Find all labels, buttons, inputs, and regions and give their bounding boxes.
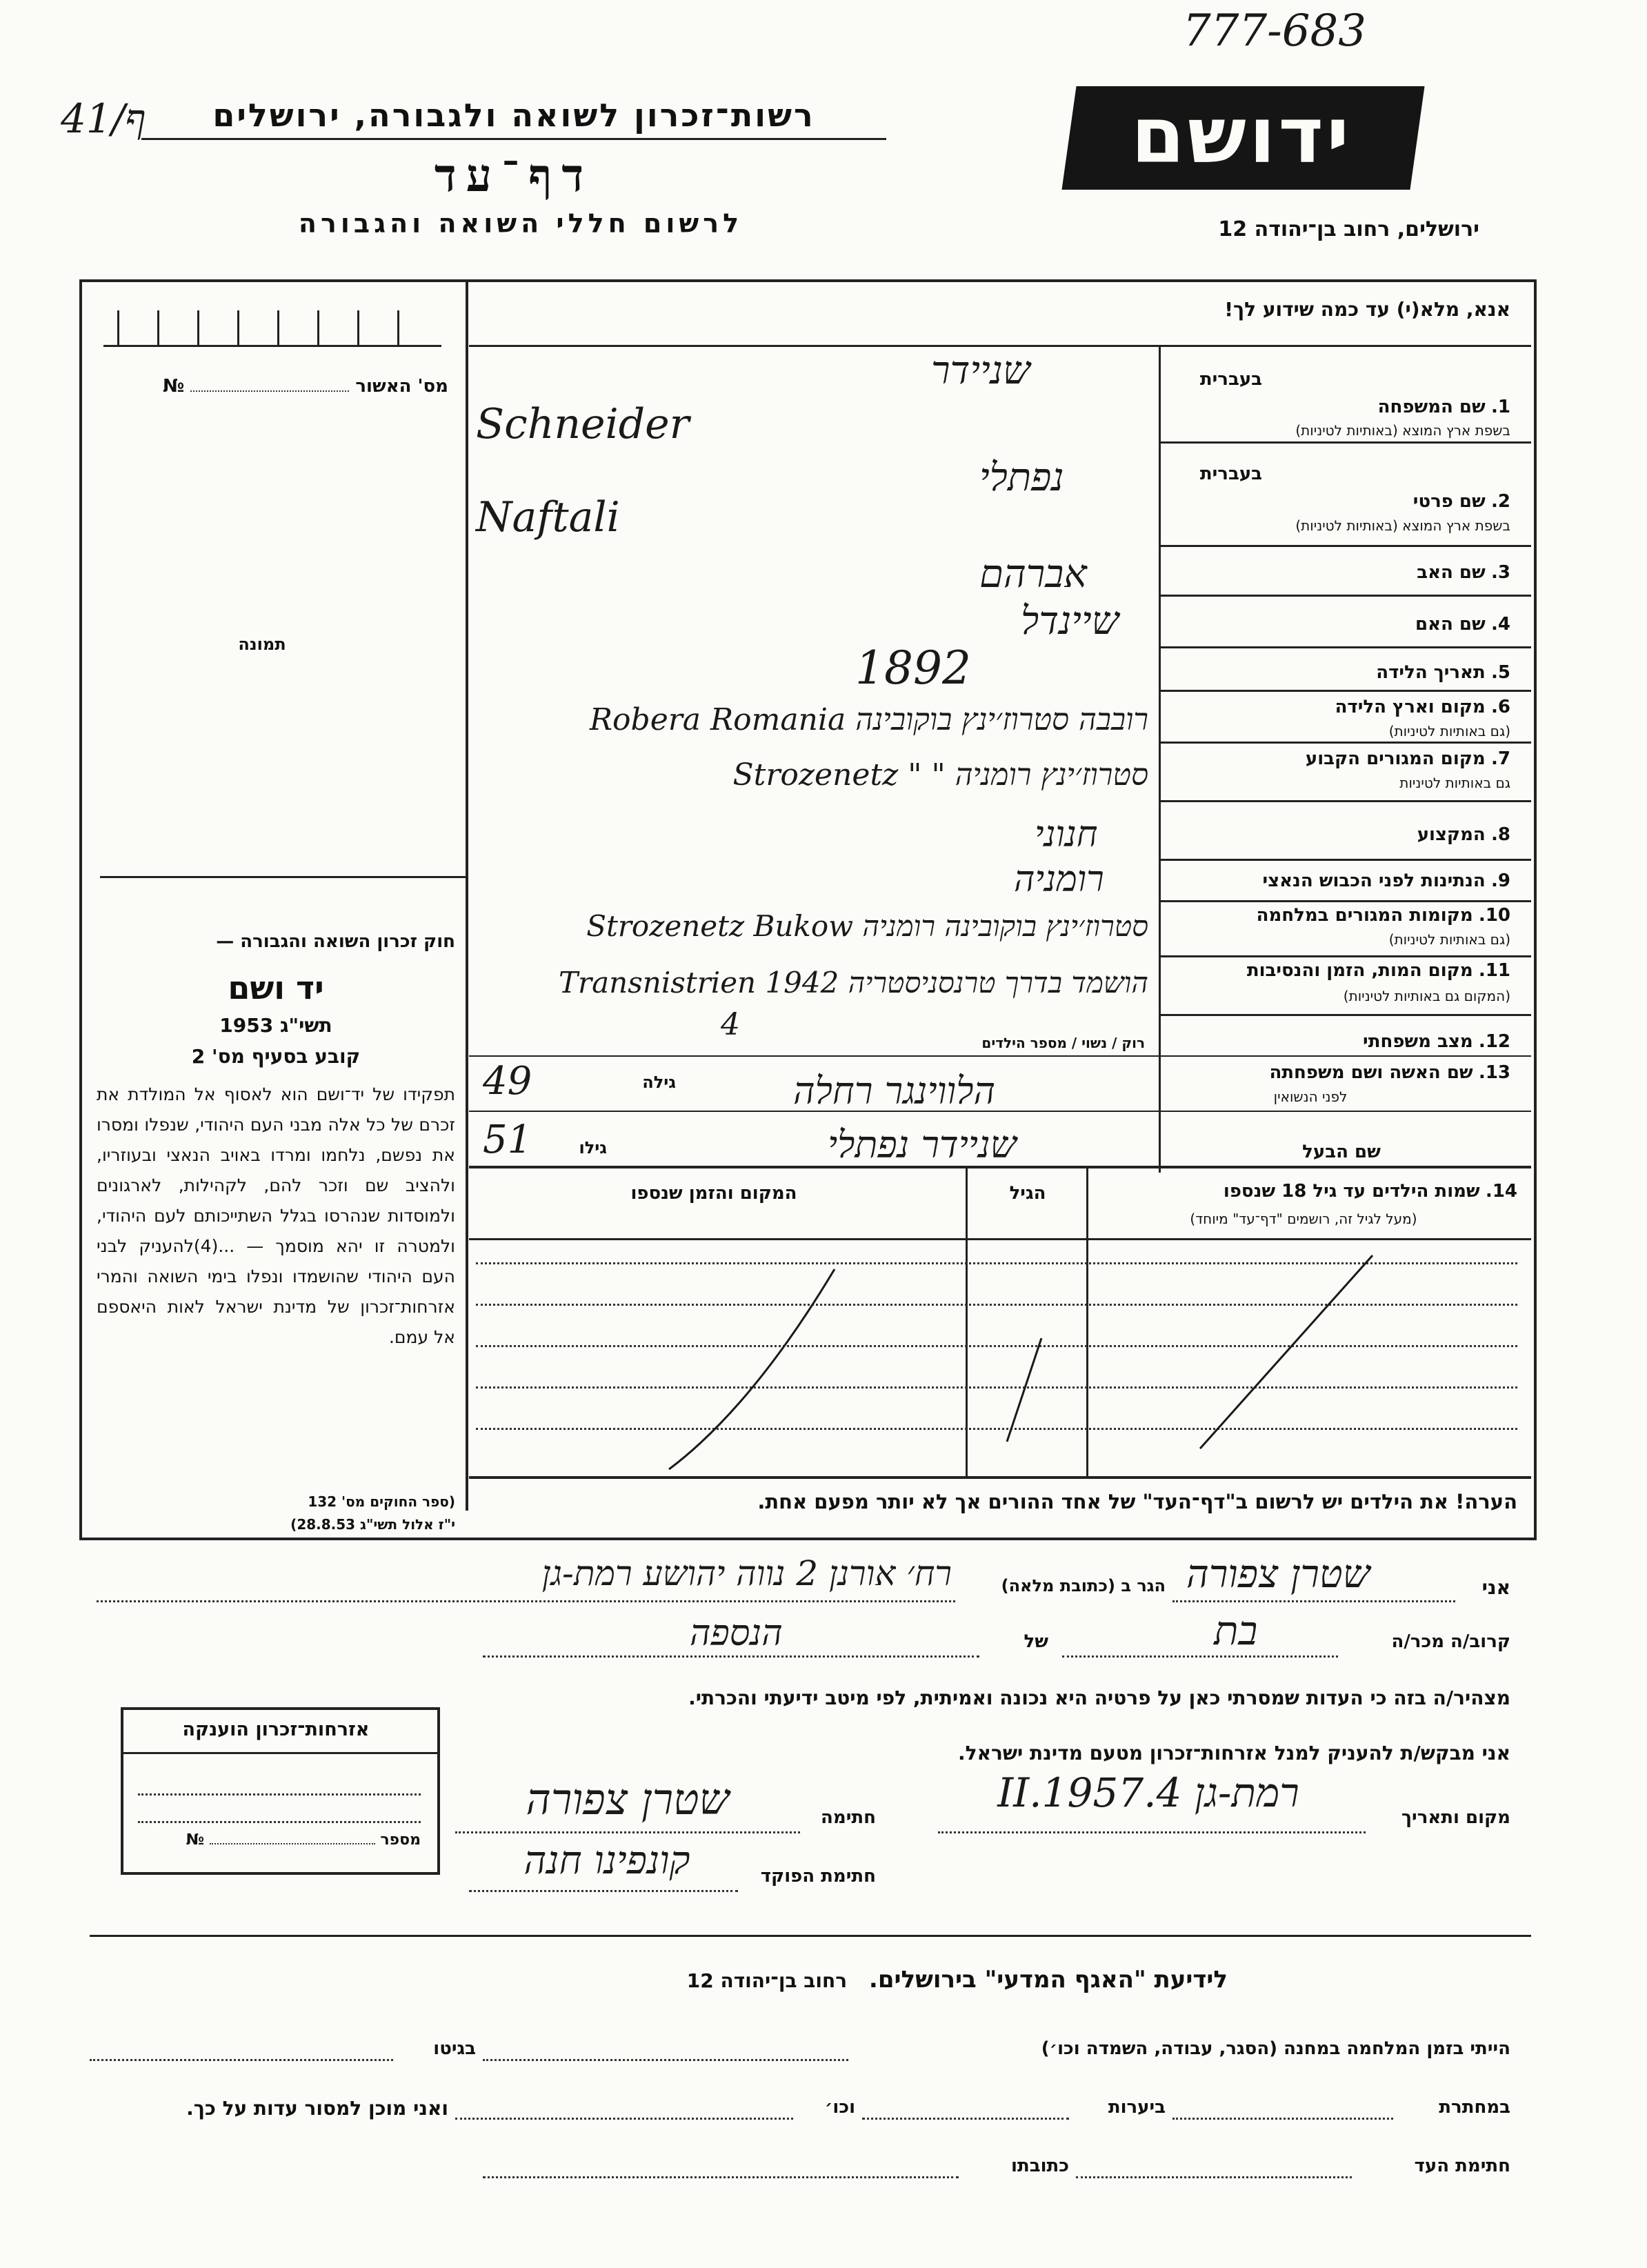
officer-signature: קונפינו חנה — [523, 1838, 690, 1883]
law-clause: קובע בסעיף מס' 2 — [191, 1045, 361, 1068]
field-6-sub: (גם באותיות לטיניות) — [1388, 723, 1510, 739]
footer-line-2-a: במחתרת — [1439, 2097, 1510, 2118]
wife-name: הלווינגר רחלה — [793, 1069, 996, 1113]
husband-age: 51 — [483, 1117, 532, 1162]
receipt-label: מס' האשור № — [163, 376, 448, 397]
relation: בת — [1214, 1607, 1258, 1654]
footer-line-1-label: הייתי בזמן המלחמה במחנה (הסגר, עבודה, השמדה וכו׳) — [1041, 2038, 1510, 2059]
certificate-line-2 — [138, 1821, 421, 1823]
children-strike-marks — [476, 1214, 1524, 1476]
surname-latin: Schneider — [476, 400, 690, 448]
field-1-rule — [1159, 441, 1531, 444]
officer-label: חתימת הפוקד — [760, 1866, 876, 1887]
law-title: חוק זכרון השואה והגבורה — — [216, 931, 455, 952]
surname-hebrew: שניידר — [931, 348, 1030, 393]
header-address: ירושלים, רחוב בן־יהודה 12 — [1218, 217, 1479, 241]
certificate-title-rule — [123, 1752, 437, 1754]
field-8-label: 8. המקצוע — [1417, 824, 1510, 845]
signature-label: חתימה — [821, 1807, 876, 1828]
declarant-address-label: הגר ב (כתובת מלאה) — [1001, 1576, 1166, 1595]
law-year: תשי"ג 1953 — [219, 1014, 332, 1037]
field-7-label: 7. מקום המגורים הקבוע — [1305, 748, 1510, 769]
field-12-label: 12. מצב משפחתי — [1363, 1031, 1510, 1052]
officer-line — [469, 1890, 738, 1892]
field-5-rule — [1159, 690, 1531, 692]
field-10-sub: (גם באותיות לטיניות) — [1388, 931, 1510, 948]
husband-age-label: גילו — [579, 1138, 607, 1157]
photo-label: תמונה — [238, 635, 286, 654]
statement: מצהיר/ה בזה כי העדות שמסרתי כאן על פרטיה היא נכונה ואמיתית, לפי מיטב ידיעתי והכרתי. — [688, 1687, 1510, 1709]
footer-line-2-a-fill — [1172, 2118, 1393, 2120]
form-title: דף־עד — [434, 148, 594, 202]
field-2-sub: בשפת ארץ המוצא (באותיות לטיניות) — [1295, 517, 1510, 534]
children-place-header: המקום והזמן שנספו — [630, 1183, 797, 1204]
law-source: (ספר החוקים מס' 132 — [308, 1493, 455, 1510]
field-10-rule — [1159, 955, 1531, 957]
declarant-address: רח׳ אורנן 2 נווה יהושע רמת-גן — [541, 1553, 952, 1593]
relation-line — [1062, 1655, 1338, 1658]
children-count: 4 — [721, 1007, 740, 1042]
field-6-rule — [1159, 742, 1531, 744]
husband-label: שם הבעל — [1302, 1142, 1381, 1162]
mother-name: שיינדל — [1021, 599, 1119, 644]
field-7-rule — [1159, 800, 1531, 802]
field-11-rule — [1159, 1014, 1531, 1016]
footer-line-2-b: ביערות — [1108, 2097, 1166, 2118]
side-mark: 41/ף — [61, 95, 146, 142]
field-2-hebrew-tag: בעברית — [1199, 464, 1262, 484]
field-12-subrow: רוק / נשוי / מספר הילדים — [981, 1035, 1145, 1051]
declarant-name-line — [1172, 1600, 1455, 1602]
field-1-label: 1. שם המשפחה — [1377, 397, 1510, 417]
field-3-label: 3. שם האב — [1417, 562, 1510, 583]
field-6-label: 6. מקום וארץ הלידה — [1335, 697, 1510, 717]
field-11-sub: (המקום גם באותיות לטיניות) — [1343, 988, 1510, 1004]
organization-title: רשות־זכרון לשואה ולגבורה, ירושלים — [212, 97, 815, 134]
footer-line-1-fill — [483, 2059, 848, 2061]
form-subtitle: לרשום חללי השואה והגבורה — [298, 208, 743, 239]
field-13-label: 13. שם האשה ושם משפחתה — [1269, 1062, 1510, 1083]
occupation: חנוני — [1035, 814, 1098, 855]
certificate-line-1 — [138, 1793, 421, 1796]
title-underline — [141, 138, 886, 140]
field-4-rule — [1159, 646, 1531, 648]
of-value: הנספה — [690, 1613, 783, 1654]
field-1-hebrew-tag: בעברית — [1199, 369, 1262, 390]
field-13-rule — [469, 1111, 1531, 1112]
wife-age: 49 — [483, 1059, 532, 1104]
field-10-label: 10. מקומות המגורים במלחמה — [1256, 905, 1510, 926]
footer-line-3-b: כתובתו — [1011, 2156, 1069, 2176]
signature-line — [455, 1831, 800, 1833]
declarant-i-label: אני — [1481, 1576, 1510, 1599]
footer-line-3-a-fill — [1076, 2176, 1352, 2178]
footer-line-2-b-fill — [862, 2118, 1069, 2120]
instruction: אנא, מלא(י) עד כמה שידוע לך! — [1224, 298, 1510, 321]
footer-line-2-end: ואני מוכן למסור עדות על כך. — [186, 2097, 448, 2120]
certificate-title: אזרחות־זכרון הוענקה — [182, 1719, 370, 1740]
place-date: רמת-גן 4.II.1957 — [997, 1769, 1299, 1816]
children-age-header: הגיל — [1009, 1183, 1046, 1204]
request: אני מבקש/ת להעניק למנל אזרחות־זכרון מטעם מדינת ישראל. — [958, 1742, 1510, 1764]
sidebar-rule — [100, 876, 466, 878]
children-sub: (מעל לגיל זה, רושמים "דף־עד" מיוחד) — [1190, 1211, 1417, 1227]
father-name: אברהם — [979, 552, 1087, 597]
footer-line-2-c: וכו׳ — [824, 2097, 855, 2118]
relation-label: קרוב/ה מכר/ה — [1391, 1631, 1510, 1652]
label-column-divider — [1159, 345, 1161, 1173]
of-line — [483, 1655, 979, 1658]
logo-text: ידושם — [1130, 91, 1352, 181]
field-4-label: 4. שם האם — [1415, 614, 1510, 635]
footer-top-rule — [90, 1935, 1531, 1937]
of-label: של — [1024, 1631, 1048, 1652]
residence: סטרוז׳ינץ רומניה " " Strozenetz — [732, 757, 1148, 793]
birth-place: רובבה סטרוז׳ינץ בוקובינה Robera Romania — [589, 702, 1148, 737]
declarant-name: שטרן צפורה — [1186, 1552, 1370, 1597]
footer-title: לידיעת "האגף המדעי" בירושלים. רחוב בן־יהודה 12 — [686, 1966, 1228, 1993]
first-name-latin: Naftali — [476, 493, 620, 541]
law-name: יד ושם — [228, 969, 324, 1006]
field-7-sub: גם באותיות לטיניות — [1399, 775, 1510, 791]
declarant-address-line — [97, 1600, 955, 1602]
field-11-label: 11. מקום המות, הזמן והנסיבות — [1246, 960, 1510, 981]
law-date: י"ז אלול תשי"ג 28.8.53) — [290, 1516, 455, 1533]
field-9-rule — [1159, 900, 1531, 902]
field-2-rule — [1159, 545, 1531, 547]
field-1-sub: בשפת ארץ המוצא (באותיות לטיניות) — [1295, 422, 1510, 439]
field-8-rule — [1159, 859, 1531, 861]
field-9-label: 9. הנתינות לפני הכבוש הנאצי — [1262, 871, 1510, 891]
children-table-bottom — [469, 1476, 1531, 1479]
footer-line-1-end-fill — [90, 2059, 393, 2061]
birth-date: 1892 — [855, 641, 971, 695]
first-name-hebrew: נפתלי — [979, 455, 1064, 500]
footer-line-3-b-fill — [483, 2176, 959, 2178]
footer-line-1-end: בגיטו — [433, 2038, 476, 2059]
field-13-sub: לפני הנשואין — [1273, 1088, 1348, 1105]
wartime-residence: סטרוז׳ינץ בוקובינה רומניה Strozenetz Bukow — [586, 909, 1148, 943]
footer-line-2-c-fill — [455, 2118, 793, 2120]
field-2-label: 2. שם פרטי — [1413, 491, 1510, 512]
wife-age-label: גילה — [642, 1073, 676, 1092]
field-5-label: 5. תאריך הלידה — [1376, 662, 1510, 683]
signature: שטרן צפורה — [526, 1774, 730, 1824]
note: הערה! את הילדים יש לרשום ב"דף־העד" של אחד ההורים אך לא יותר מפעם אחת. — [757, 1490, 1517, 1513]
footer-line-3-a: חתימת העד — [1414, 2156, 1510, 2176]
place-date-line — [938, 1831, 1366, 1833]
nationality: רומניה — [1014, 859, 1104, 900]
receipt-digit-boxes — [103, 304, 441, 347]
instruction-rule — [469, 345, 1531, 347]
reference-number: 777-683 — [1183, 6, 1366, 57]
place-date-label: מקום ותאריך — [1401, 1807, 1510, 1828]
field-12-rule — [469, 1055, 1531, 1057]
left-column-divider — [466, 279, 468, 1511]
death-place: הושמד בדרך טרנסניסטריה Transnistrien 1942 — [559, 966, 1148, 999]
certificate-number: מספר № — [186, 1831, 421, 1849]
children-label: 14. שמות הילדים עד גיל 18 שנספו — [1223, 1181, 1517, 1202]
law-text: תפקידו של יד־ושם הוא לאסוף אל המולדת את זכרם של כל אלה מבני העם היהודי, שנפלו ומסרו את נפשם, נלחמו ומרדו באויב הנאצי ובעוזריו, ולהציב שם וזכר להם, לקהילות, לארגונים ולמוסדות שנהרסו בגלל השתייכותם לעם היהודי, ולמטרה זו יהא מוסמך — ...(4)להעניק לבני העם היהודי שהושמדו ונפלו בימי השואה והמרי אזרחות־זכרון של מדינת ישראל לאות היאספם אל עמם. — [97, 1084, 455, 1347]
husband-name: שניידר נפתלי — [828, 1123, 1017, 1166]
field-3-rule — [1159, 595, 1531, 597]
